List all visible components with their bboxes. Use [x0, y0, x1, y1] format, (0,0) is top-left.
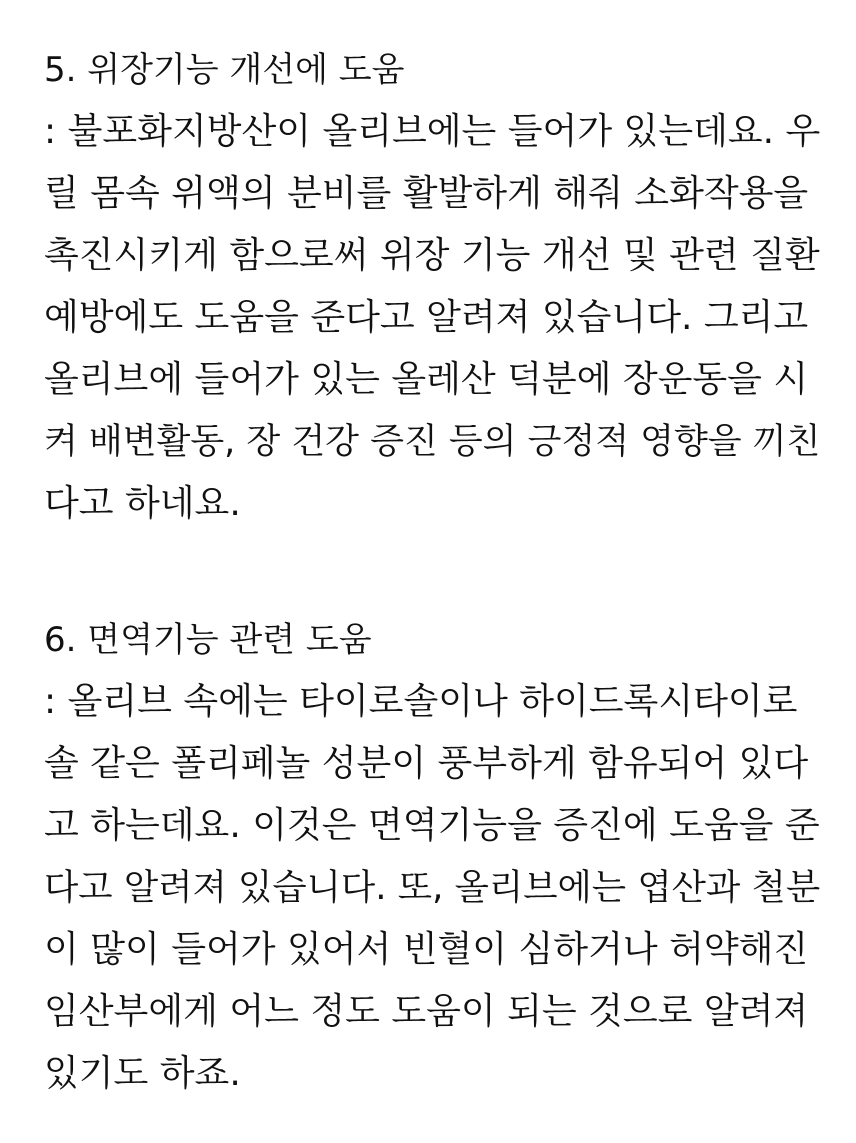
- paragraph-line: 켜 배변활동, 장 건강 증진 등의 긍정적 영향을 끼친: [44, 422, 821, 462]
- paragraph-line: 임산부에게 어느 정도 도움이 되는 것으로 알려져: [44, 991, 809, 1032]
- paragraph-line: 예방에도 도움을 준다고 알려져 있습니다. 그리고: [44, 297, 809, 338]
- paragraph-line: 올리브에 들어가 있는 올레산 덕분에 장운동을 시: [44, 359, 809, 400]
- paragraph-line: 이 많이 들어가 있어서 빈혈이 심하거나 허약해진: [44, 929, 809, 970]
- paragraph-line: 다고 하네요.: [44, 483, 241, 524]
- paragraph-line: 솔 같은 폴리페놀 성분이 풍부하게 함유되어 있다: [44, 743, 809, 784]
- paragraph-line: 촉진시키게 함으로써 위장 기능 개선 및 관련 질환: [44, 235, 820, 276]
- section-heading: 5. 위장기능 개선에 도움: [44, 50, 405, 90]
- paragraph-line: 있기도 하죠.: [44, 1053, 241, 1094]
- section-heading: 6. 면역기능 관련 도움: [44, 620, 372, 660]
- paragraph-line: 고 하는데요. 이것은 면역기능을 증진에 도움을 준: [44, 805, 820, 846]
- paragraph-line: 다고 알려져 있습니다. 또, 올리브에는 엽산과 철분: [44, 867, 821, 908]
- paragraph-line: 릴 몸속 위액의 분비를 활발하게 해줘 소화작용을: [44, 173, 809, 214]
- paragraph-line: : 불포화지방산이 올리브에는 들어가 있는데요. 우: [44, 111, 821, 152]
- paragraph-line: : 올리브 속에는 타이로솔이나 하이드록시타이로: [44, 681, 798, 722]
